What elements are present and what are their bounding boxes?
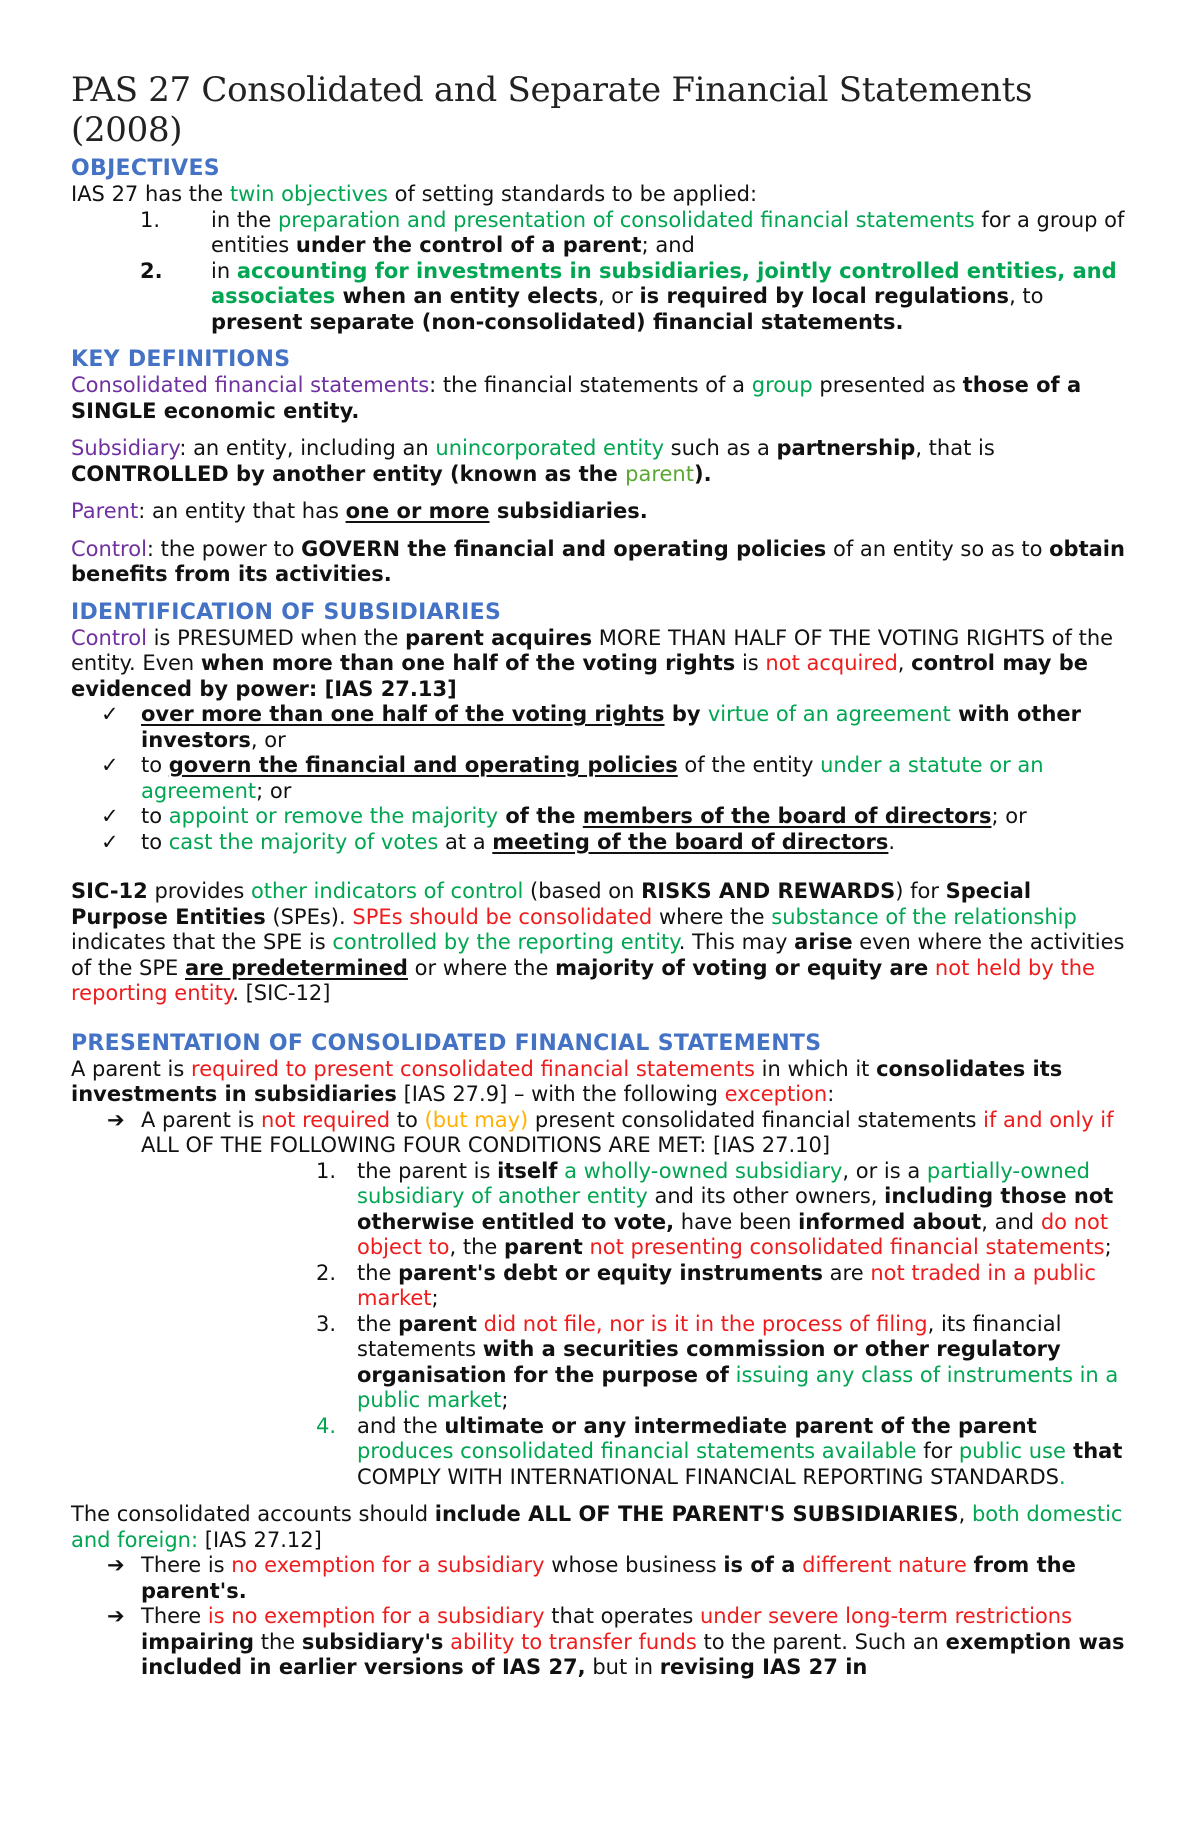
checkmark-icon: ✓ (101, 753, 119, 777)
document-content (71, 70, 1133, 1681)
exemption-item-1: ➔ There is no exemption for a subsidiary whose business is of a different nature from the parent's. (71, 1553, 1133, 1604)
presentation-heading: PRESENTATION OF CONSOLIDATED FINANCIAL STATEMENTS (71, 1030, 822, 1056)
checkmark-icon: ✓ (101, 702, 119, 726)
exemption-item-2: ➔ There is no exemption for a subsidiary that operates under severe long-term restrictions impairing the subsidiary's ability to transfer funds to the parent. Such an exemption was included in earlier versions of IAS 27, but in revising IAS 27 in (71, 1604, 1133, 1681)
include-subsidiaries-paragraph: The consolidated accounts should include ALL OF THE PARENT'S SUBSIDIARIES, both domestic and foreign: [IAS 27.12] (71, 1502, 1123, 1552)
definition-subsidiary: Subsidiary: an entity, including an unincorporated entity such as a partnership, that is CONTROLLED by another entity (known as the parent). (71, 436, 995, 486)
identification-intro: Control is PRESUMED when the parent acquires MORE THAN HALF OF THE VOTING RIGHTS of the entity. Even when more than one half of the voting rights is not acquired, control may be evidenced by power: [IAS 27.13] (71, 625, 1114, 701)
presentation-intro: A parent is required to present consolidated financial statements in which it consolidates its investments in subsidiaries [IAS 27.9] – with the following exception: (71, 1056, 1063, 1106)
definition-parent: Parent: an entity that has one or more subsidiaries. (71, 499, 648, 523)
check-item-2: ✓ to govern the financial and operating policies of the entity under a statute or an agreement; or (71, 753, 1133, 804)
exception-item: ➔ A parent is not required to (but may) present consolidated financial statements if and only if ALL OF THE FOLLOWING FOUR CONDITIONS ARE MET: [IAS 27.10] (71, 1108, 1133, 1159)
check-item-4: ✓ to cast the majority of votes at a meeting of the board of directors. (71, 830, 1133, 856)
arrow-icon: ➔ (107, 1107, 125, 1132)
check-item-3: ✓ to appoint or remove the majority of the members of the board of directors; or (71, 804, 1133, 830)
page-title: PAS 27 Consolidated and Separate Financial Statements (2008) (71, 70, 1033, 150)
arrow-icon: ➔ (107, 1553, 125, 1577)
objectives-heading: OBJECTIVES (71, 156, 220, 181)
condition-item-3: 3. the parent did not file, nor is it in the process of filing, its financial statements with a securities commission or other regulatory organisation for the purpose of issuing any class of instruments in a public market; (316, 1311, 1119, 1412)
definition-consolidated: Consolidated financial statements: the financial statements of a group presented as those of a SINGLE economic entity. (71, 373, 1082, 423)
condition-item-1: 1. the parent is itself a wholly-owned subsidiary, or is a partially-owned subsidiary of another entity and its other owners, including those not otherwise entitled to vote, have been informed about, and do not object to, the parent not presenting consolidated financial statements; (316, 1158, 1114, 1259)
objectives-intro: IAS 27 has the twin objectives of setting standards to be applied: (71, 182, 758, 206)
condition-item-2: 2. the parent's debt or equity instruments are not traded in a public market; (316, 1260, 1096, 1310)
condition-item-4: 4. and the ultimate or any intermediate parent of the parent produces consolidated financial statements available for public use that COMPLY WITH INTERNATIONAL FINANCIAL REPORTING STANDARDS. (316, 1413, 1123, 1489)
checkmark-icon: ✓ (101, 804, 119, 828)
checkmark-icon: ✓ (101, 829, 119, 854)
objective-item-1: 1. in the preparation and presentation of consolidated financial statements for a group of entities under the control of a parent; and (140, 207, 1125, 257)
objective-item-2: 2. in accounting for investments in subsidiaries, jointly controlled entities, and associates when an entity elects, or is required by local regulations, to present separate (non-consolidated) financial statements. (140, 258, 1117, 334)
sic-12-paragraph: SIC-12 provides other indicators of control (based on RISKS AND REWARDS) for Special Purpose Entities (SPEs). SPEs should be consolidated where the substance of the relationship indicates that the SPE is controlled by the reporting entity. This may arise even where the activities of the SPE are predetermined or where the majority of voting or equity are not held by the reporting entity. [SIC-12] (71, 879, 1125, 1005)
definition-control: Control: the power to GOVERN the financial and operating policies of an entity so as to obtain benefits from its activities. (71, 536, 1125, 586)
check-item-1: ✓ over more than one half of the voting rights by virtue of an agreement with other investors, or (71, 702, 1133, 753)
arrow-icon: ➔ (107, 1604, 125, 1628)
identification-heading: IDENTIFICATION OF SUBSIDIARIES (71, 599, 502, 625)
key-definitions-heading: KEY DEFINITIONS (71, 347, 291, 372)
